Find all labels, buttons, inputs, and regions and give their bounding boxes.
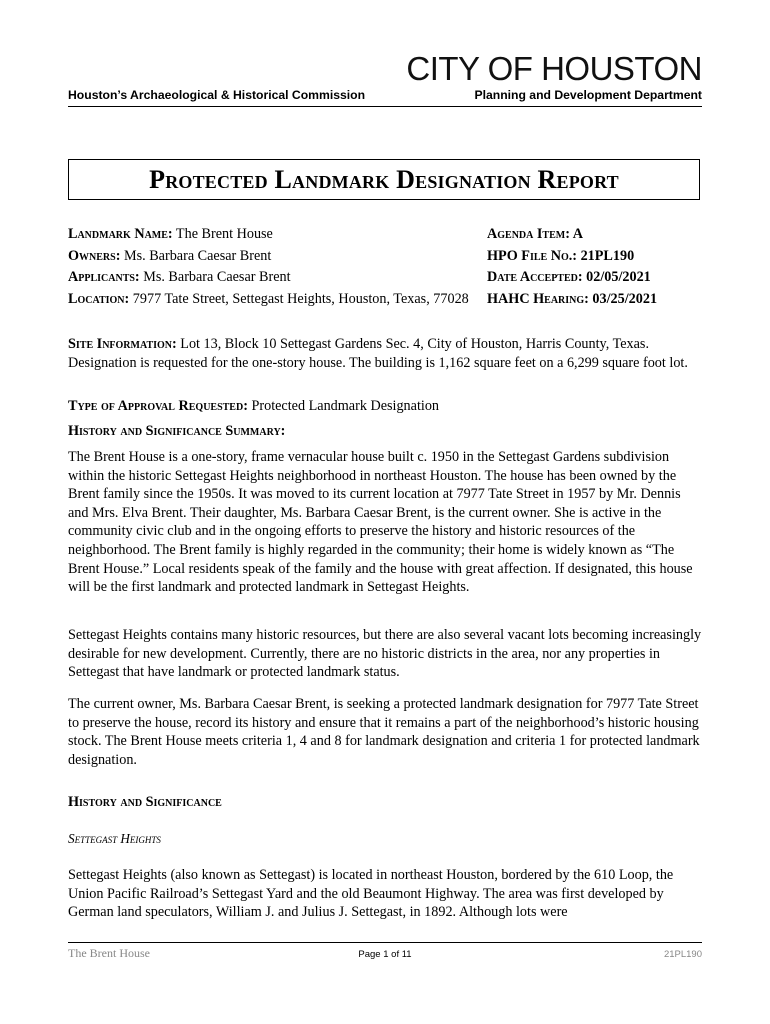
site-information (68, 335, 704, 372)
date-accepted-value: 02/05/2021 (582, 269, 651, 285)
date-accepted-label: Date Accepted: (487, 269, 583, 285)
meta-right-column (487, 224, 707, 310)
owners-value: Ms. Barbara Caesar Brent (120, 247, 272, 264)
location-row (68, 289, 473, 311)
location-value: 7977 Tate Street, Settegast Heights, Houston, Texas, 77028 (129, 290, 469, 307)
report-title-box (68, 159, 700, 200)
landmark-name-value: The Brent House (172, 226, 273, 242)
header-divider (68, 106, 702, 107)
hpo-file-label: HPO File No.: (487, 247, 578, 264)
landmark-name-label: Landmark Name: (68, 226, 173, 242)
approval-type (68, 397, 704, 416)
owners-row (68, 246, 473, 268)
hpo-file-row (487, 246, 707, 268)
footer-file-number: 21PL190 (663, 949, 702, 960)
summary-paragraph-2: Settegast Heights contains many historic resources, but there are also several vacant lots becoming increasingly desirable for new development. Currently, there are no historic districts in the area, nor any properties in Settegast that have landmark or protected landmark status. (68, 627, 702, 681)
applicants-value: Ms. Barbara Caesar Brent (139, 269, 291, 285)
site-information-text: Lot 13, Block 10 Settegast Gardens Sec. 4, City of Houston, Harris County, Texas. Designation is requested for the one-story house. The building is 1,162 square feet on a 6,299 square foot lot. (68, 336, 688, 371)
landmark-name-row (68, 224, 473, 246)
location-label: Location: (68, 290, 130, 307)
settegast-heading: Settegast Heights (68, 831, 161, 846)
applicants-row (68, 267, 473, 289)
commission-name: Houston’s Archaeological & Historical Commission (68, 88, 366, 102)
department-name: Planning and Development Department (474, 88, 702, 102)
date-accepted-row (487, 267, 707, 289)
agenda-item-row (487, 224, 707, 246)
summary-heading: History and Significance Summary: (68, 423, 286, 439)
agenda-item-value: A (569, 226, 583, 242)
agenda-item-label: Agenda Item: (487, 226, 570, 242)
meta-left-column (68, 224, 473, 310)
report-title: Protected Landmark Designation Report (149, 164, 619, 194)
site-information-label: Site Information: (68, 336, 177, 352)
hahc-hearing-label: HAHC Hearing: (487, 290, 589, 307)
summary-paragraph-3: The current owner, Ms. Barbara Caesar Brent, is seeking a protected landmark designation for 7977 Tate Street to preserve the house, record its history and ensure that it remains a part of the neighborhood’s historic housing stock. The Brent House meets criteria 1, 4 and 8 for landmark designation and criteria 1 for protected landmark designation. (68, 696, 700, 768)
footer-title: The Brent House (68, 946, 150, 960)
hahc-hearing-row (487, 289, 707, 311)
applicants-label: Applicants: (68, 269, 140, 285)
hpo-file-value: 21PL190 (577, 247, 635, 264)
city-title: CITY OF HOUSTON (406, 50, 702, 87)
approval-type-label: Type of Approval Requested: (68, 398, 248, 414)
approval-type-text: Protected Landmark Designation (247, 398, 440, 414)
history-heading: History and Significance (68, 794, 222, 810)
page-number: Page 1 of 11 (358, 949, 412, 960)
owners-label: Owners: (68, 247, 121, 264)
summary-paragraph-1: The Brent House is a one-story, frame vernacular house built c. 1950 in the Settegast Gardens subdivision within the historic Settegast Heights neighborhood in northeast Houston. The house has been owned by the Brent family since the 1950s. It was moved to its current location at 7977 Tate Street in 1957 by Mr. Dennis and Mrs. Elva Brent. Their daughter, Ms. Barbara Caesar Brent, is the current owner. She is active in the community civic club and in the ongoing efforts to preserve the history and historic resources of the neighborhood. The Brent family is highly regarded in the community; their home is widely known as “The Brent House.” Local residents speak of the family and the house with great affection. If designated, this house will be the first landmark and protected landmark in Settegast Heights. (68, 449, 693, 596)
hahc-hearing-value: 03/25/2021 (588, 290, 658, 307)
footer-divider (68, 942, 702, 943)
settegast-paragraph: Settegast Heights (also known as Settegast) is located in northeast Houston, bordered by the 610 Loop, the Union Pacific Railroad’s Settegast Yard and the old Beaumont Highway. The area was first developed by German land speculators, William J. and Julius J. Settegast, in 1892. Although lots were (68, 867, 674, 921)
